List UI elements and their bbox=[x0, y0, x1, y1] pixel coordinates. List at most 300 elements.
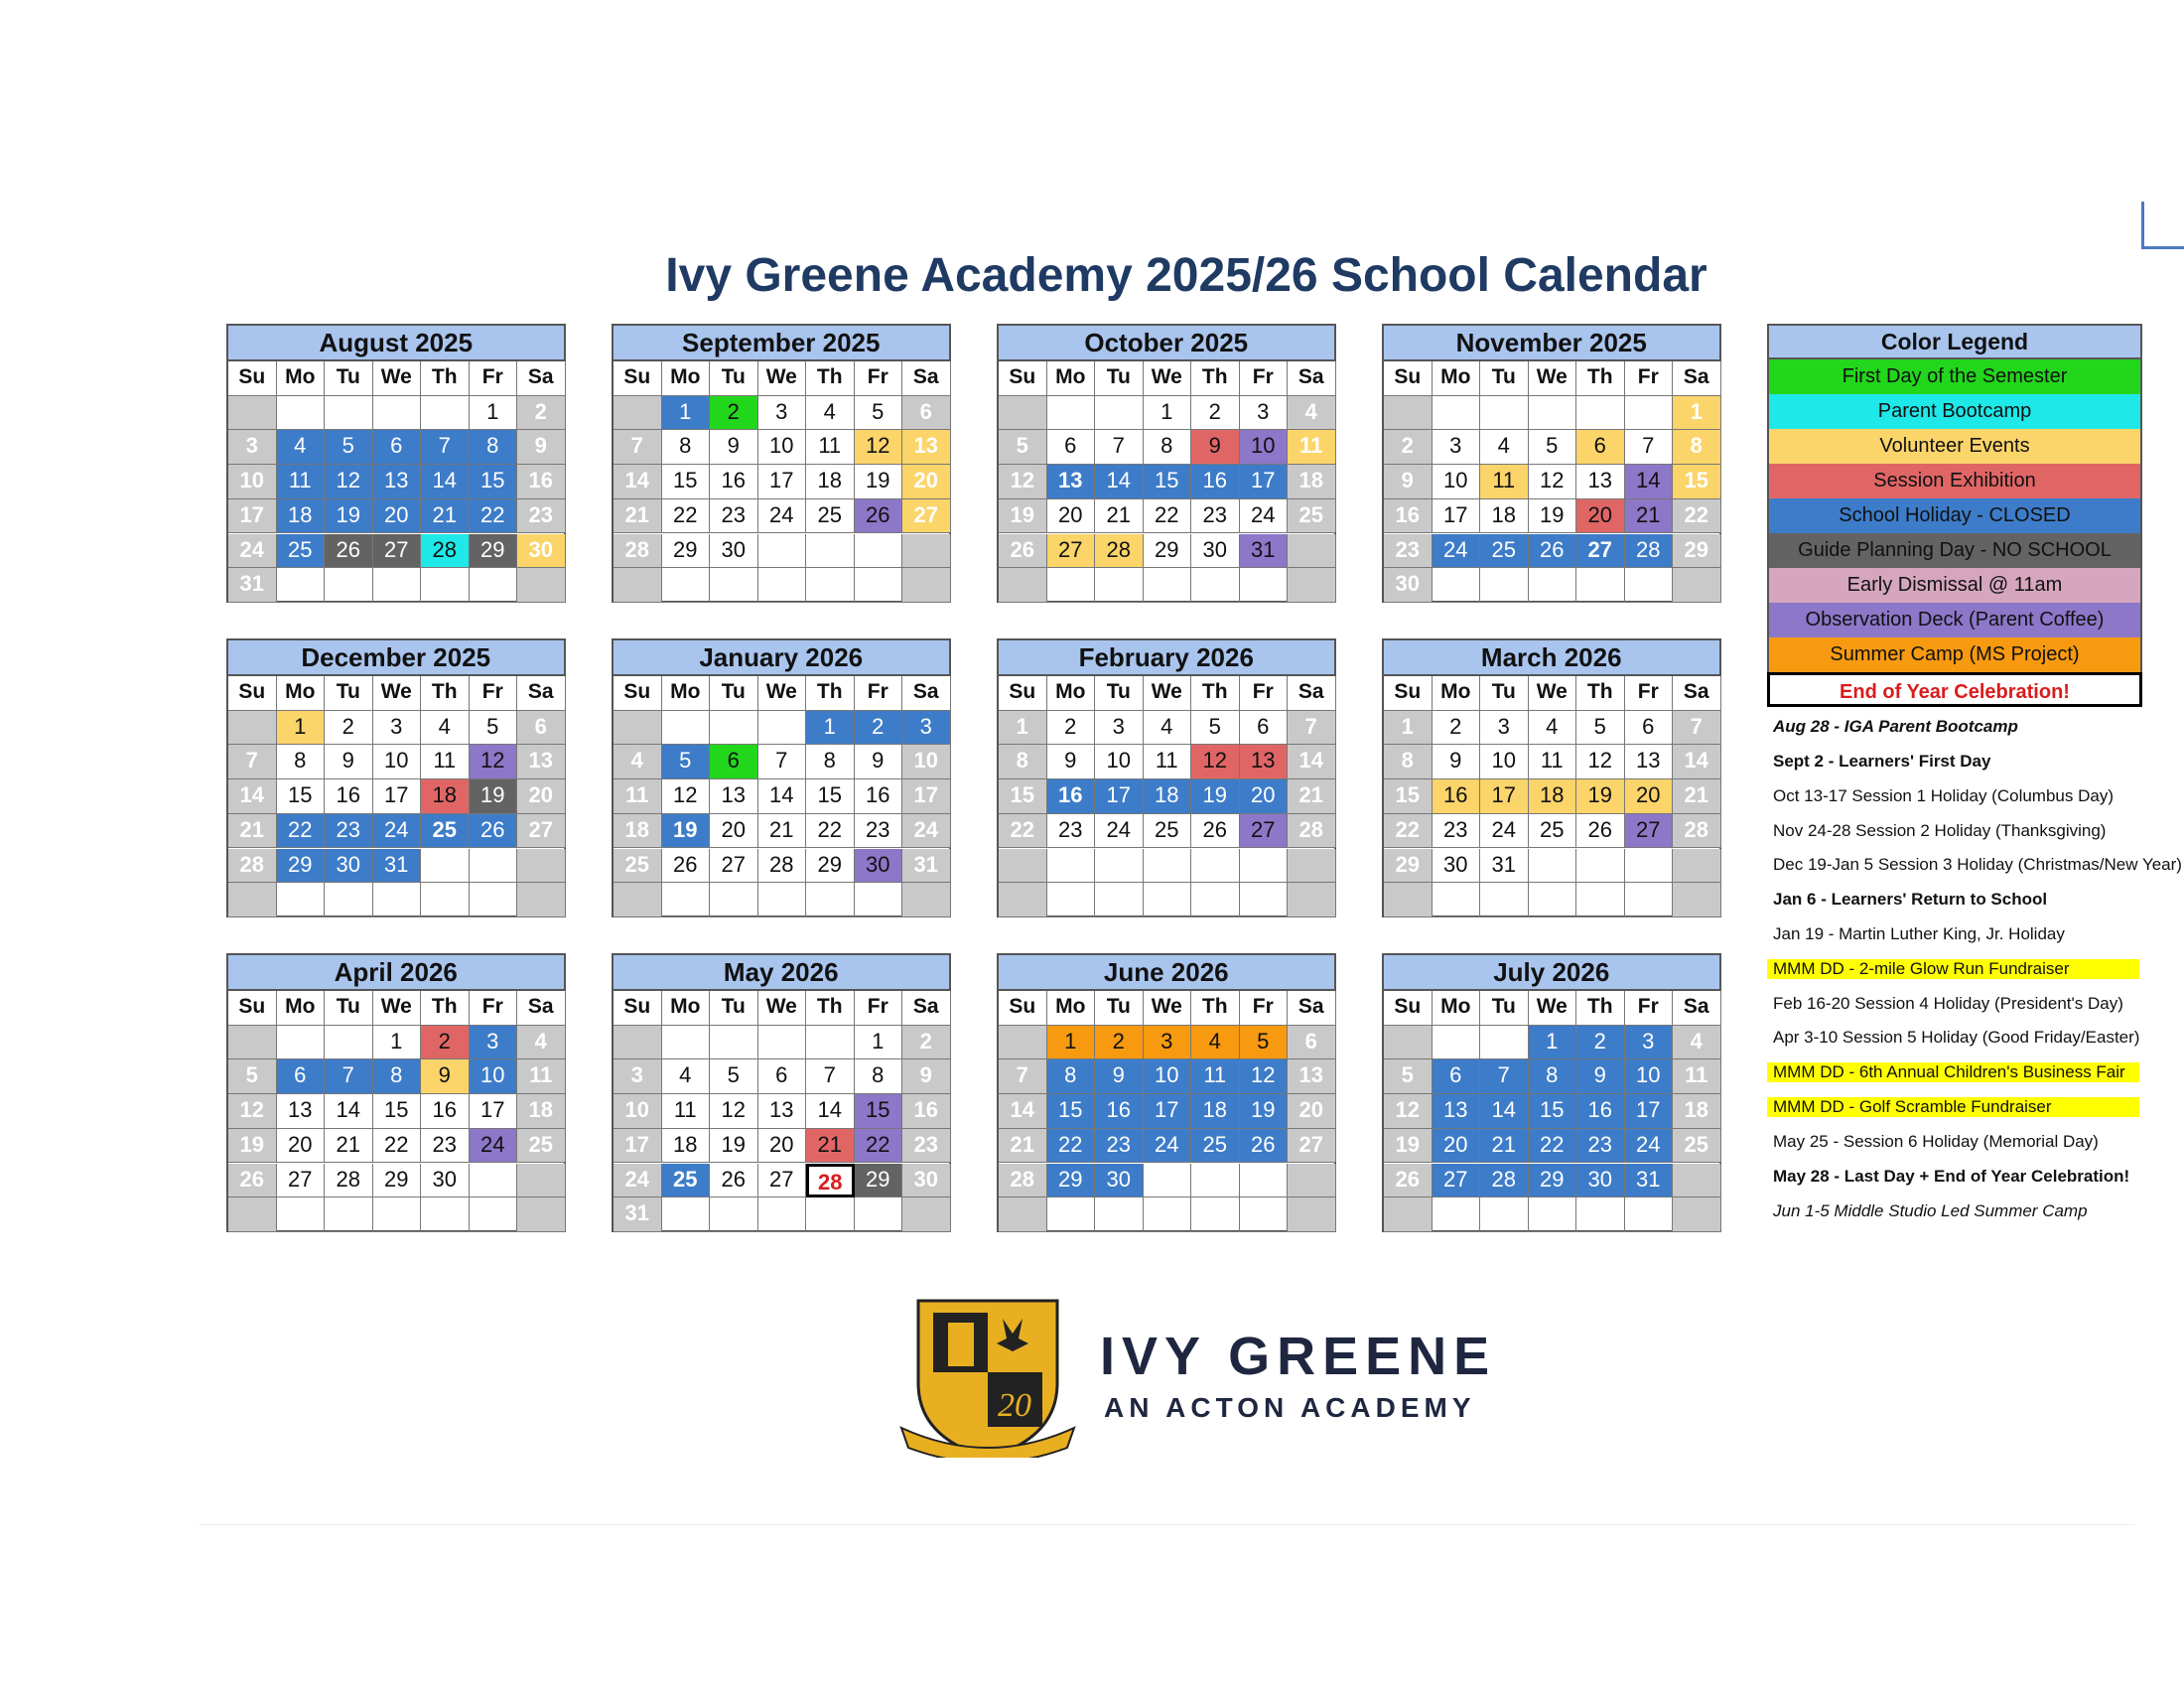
weekday-header: Fr bbox=[1625, 361, 1674, 396]
empty-cell bbox=[1144, 1197, 1192, 1232]
day-cell: 9 bbox=[902, 1059, 951, 1094]
month-calendar bbox=[997, 953, 1336, 1232]
day-cell: 7 bbox=[1625, 430, 1674, 465]
day-cell: 23 bbox=[1384, 534, 1433, 569]
weekday-header: Fr bbox=[1240, 361, 1289, 396]
day-cell: 1 bbox=[855, 1026, 903, 1060]
day-cell: 14 bbox=[806, 1094, 855, 1129]
empty-cell bbox=[517, 568, 566, 603]
empty-cell bbox=[517, 849, 566, 884]
day-cell: 8 bbox=[1529, 1059, 1577, 1094]
day-cell: 28 bbox=[1480, 1164, 1529, 1198]
day-cell: 15 bbox=[662, 465, 711, 499]
day-cell: 22 bbox=[855, 1129, 903, 1164]
empty-cell bbox=[1384, 396, 1433, 431]
day-cell: 9 bbox=[1191, 430, 1240, 465]
empty-cell bbox=[1625, 849, 1674, 884]
day-cell: 13 bbox=[902, 430, 951, 465]
day-cell: 21 bbox=[1673, 779, 1721, 814]
day-cell: 12 bbox=[325, 465, 373, 499]
day-cell: 21 bbox=[999, 1129, 1047, 1164]
weekday-header: Su bbox=[999, 991, 1047, 1026]
day-cell: 5 bbox=[710, 1059, 758, 1094]
day-cell: 7 bbox=[614, 430, 662, 465]
weekday-header: Mo bbox=[662, 991, 711, 1026]
weekday-header: Th bbox=[806, 991, 855, 1026]
day-cell: 27 bbox=[758, 1164, 807, 1198]
svg-text:20: 20 bbox=[998, 1387, 1031, 1424]
weekday-header: Sa bbox=[517, 361, 566, 396]
empty-cell bbox=[999, 1197, 1047, 1232]
day-cell: 20 bbox=[373, 499, 422, 534]
day-cell: 23 bbox=[1433, 814, 1481, 849]
day-cell: 28 bbox=[421, 534, 470, 569]
empty-cell bbox=[902, 1197, 951, 1232]
day-cell: 5 bbox=[470, 711, 518, 746]
day-cell: 2 bbox=[1433, 711, 1481, 746]
day-cell: 9 bbox=[1384, 465, 1433, 499]
day-cell: 18 bbox=[1673, 1094, 1721, 1129]
page-title: Ivy Greene Academy 2025/26 School Calendar bbox=[665, 249, 1707, 302]
day-cell: 16 bbox=[421, 1094, 470, 1129]
weekday-header: Th bbox=[806, 676, 855, 711]
day-cell: 4 bbox=[806, 396, 855, 431]
day-cell: 3 bbox=[902, 711, 951, 746]
empty-cell bbox=[421, 1197, 470, 1232]
day-cell: 27 bbox=[1576, 534, 1625, 569]
day-cell: 1 bbox=[806, 711, 855, 746]
empty-cell bbox=[517, 1164, 566, 1198]
day-cell: 17 bbox=[373, 779, 422, 814]
empty-cell bbox=[1191, 1164, 1240, 1198]
day-cell: 15 bbox=[470, 465, 518, 499]
weekday-header: We bbox=[1529, 361, 1577, 396]
day-cell: 21 bbox=[1480, 1129, 1529, 1164]
day-cell: 20 bbox=[1288, 1094, 1336, 1129]
empty-cell bbox=[517, 883, 566, 917]
empty-cell bbox=[1191, 883, 1240, 917]
day-cell: 16 bbox=[1047, 779, 1096, 814]
day-cell: 9 bbox=[1433, 745, 1481, 779]
day-cell: 26 bbox=[1191, 814, 1240, 849]
day-cell: 24 bbox=[1144, 1129, 1192, 1164]
weekday-header: Sa bbox=[1288, 361, 1336, 396]
day-cell: 17 bbox=[1625, 1094, 1674, 1129]
day-cell: 24 bbox=[902, 814, 951, 849]
day-cell: 13 bbox=[277, 1094, 326, 1129]
weekday-header: Sa bbox=[1288, 676, 1336, 711]
day-cell: 1 bbox=[662, 396, 711, 431]
day-cell: 28 bbox=[999, 1164, 1047, 1198]
event-item: Apr 3-10 Session 5 Holiday (Good Friday/Easter) bbox=[1773, 1028, 2140, 1047]
day-cell: 5 bbox=[999, 430, 1047, 465]
weekday-header: Sa bbox=[1673, 676, 1721, 711]
day-cell: 11 bbox=[517, 1059, 566, 1094]
day-cell: 22 bbox=[373, 1129, 422, 1164]
month-calendar bbox=[612, 324, 951, 603]
day-cell: 9 bbox=[710, 430, 758, 465]
weekday-header: Mo bbox=[1433, 991, 1481, 1026]
empty-cell bbox=[1095, 849, 1144, 884]
empty-cell bbox=[710, 711, 758, 746]
weekday-header: Tu bbox=[325, 676, 373, 711]
empty-cell bbox=[1433, 568, 1481, 603]
day-cell: 25 bbox=[614, 849, 662, 884]
empty-cell bbox=[806, 1197, 855, 1232]
day-cell: 18 bbox=[517, 1094, 566, 1129]
day-cell: 16 bbox=[517, 465, 566, 499]
empty-cell bbox=[614, 883, 662, 917]
day-cell: 14 bbox=[1673, 745, 1721, 779]
day-cell: 3 bbox=[228, 430, 277, 465]
empty-cell bbox=[373, 568, 422, 603]
weekday-header: Mo bbox=[662, 676, 711, 711]
day-cell: 5 bbox=[228, 1059, 277, 1094]
empty-cell bbox=[228, 883, 277, 917]
month-calendar bbox=[612, 953, 951, 1232]
month-calendar bbox=[612, 638, 951, 917]
day-cell: 10 bbox=[373, 745, 422, 779]
day-cell: 14 bbox=[1480, 1094, 1529, 1129]
weekday-header: Fr bbox=[470, 361, 518, 396]
day-cell: 16 bbox=[1433, 779, 1481, 814]
weekday-header: Fr bbox=[1240, 991, 1289, 1026]
empty-cell bbox=[228, 1026, 277, 1060]
day-cell: 12 bbox=[470, 745, 518, 779]
day-cell: 25 bbox=[1480, 534, 1529, 569]
day-cell: 3 bbox=[373, 711, 422, 746]
weekday-header: Mo bbox=[1433, 676, 1481, 711]
weekday-header: Tu bbox=[710, 676, 758, 711]
day-cell: 8 bbox=[1047, 1059, 1096, 1094]
empty-cell bbox=[999, 568, 1047, 603]
empty-cell bbox=[662, 883, 711, 917]
empty-cell bbox=[1576, 568, 1625, 603]
empty-cell bbox=[855, 883, 903, 917]
day-cell: 8 bbox=[855, 1059, 903, 1094]
day-cell: 20 bbox=[1625, 779, 1674, 814]
weekday-header: Sa bbox=[902, 991, 951, 1026]
day-cell: 19 bbox=[325, 499, 373, 534]
empty-cell bbox=[1240, 1164, 1289, 1198]
day-cell: 11 bbox=[1480, 465, 1529, 499]
day-cell: 22 bbox=[1144, 499, 1192, 534]
day-cell: 1 bbox=[1144, 396, 1192, 431]
day-cell: 18 bbox=[662, 1129, 711, 1164]
day-cell: 25 bbox=[421, 814, 470, 849]
weekday-header: Mo bbox=[1047, 991, 1096, 1026]
weekday-header: Fr bbox=[470, 676, 518, 711]
empty-cell bbox=[1288, 1197, 1336, 1232]
day-cell: 18 bbox=[1191, 1094, 1240, 1129]
day-cell: 6 bbox=[758, 1059, 807, 1094]
day-cell: 11 bbox=[421, 745, 470, 779]
day-cell: 26 bbox=[999, 534, 1047, 569]
day-cell: 27 bbox=[1433, 1164, 1481, 1198]
day-cell: 31 bbox=[1480, 849, 1529, 884]
weekday-header: Su bbox=[228, 361, 277, 396]
day-cell: 4 bbox=[421, 711, 470, 746]
day-cell: 29 bbox=[1529, 1164, 1577, 1198]
weekday-header: Sa bbox=[1673, 991, 1721, 1026]
day-cell: 26 bbox=[855, 499, 903, 534]
empty-cell bbox=[710, 1197, 758, 1232]
empty-cell bbox=[758, 1026, 807, 1060]
day-cell: 11 bbox=[1144, 745, 1192, 779]
weekday-header: We bbox=[373, 991, 422, 1026]
day-cell: 19 bbox=[1384, 1129, 1433, 1164]
day-cell: 30 bbox=[1095, 1164, 1144, 1198]
day-cell: 4 bbox=[662, 1059, 711, 1094]
day-cell: 2 bbox=[1576, 1026, 1625, 1060]
day-cell: 5 bbox=[1240, 1026, 1289, 1060]
day-cell: 14 bbox=[614, 465, 662, 499]
weekday-header: Sa bbox=[902, 361, 951, 396]
day-cell: 8 bbox=[1384, 745, 1433, 779]
day-cell: 31 bbox=[228, 568, 277, 603]
day-cell: 20 bbox=[277, 1129, 326, 1164]
day-cell: 7 bbox=[325, 1059, 373, 1094]
day-cell: 19 bbox=[710, 1129, 758, 1164]
day-cell: 5 bbox=[1576, 711, 1625, 746]
month-calendar bbox=[1382, 324, 1721, 603]
empty-cell bbox=[902, 883, 951, 917]
weekday-header: Tu bbox=[325, 991, 373, 1026]
day-cell: 29 bbox=[470, 534, 518, 569]
empty-cell bbox=[758, 711, 807, 746]
event-item: Oct 13-17 Session 1 Holiday (Columbus Day) bbox=[1773, 786, 2114, 805]
weekday-header: Fr bbox=[1625, 676, 1674, 711]
day-cell: 28 bbox=[1673, 814, 1721, 849]
empty-cell bbox=[1047, 1197, 1096, 1232]
empty-cell bbox=[1384, 883, 1433, 917]
day-cell: 12 bbox=[999, 465, 1047, 499]
day-cell: 29 bbox=[1144, 534, 1192, 569]
empty-cell bbox=[470, 883, 518, 917]
empty-cell bbox=[1095, 883, 1144, 917]
day-cell: 18 bbox=[614, 814, 662, 849]
day-cell: 14 bbox=[325, 1094, 373, 1129]
day-cell: 26 bbox=[1240, 1129, 1289, 1164]
empty-cell bbox=[277, 883, 326, 917]
day-cell: 17 bbox=[1240, 465, 1289, 499]
day-cell: 12 bbox=[710, 1094, 758, 1129]
day-cell: 9 bbox=[325, 745, 373, 779]
day-cell: 29 bbox=[855, 1164, 903, 1198]
day-cell: 3 bbox=[1240, 396, 1289, 431]
empty-cell bbox=[1576, 1197, 1625, 1232]
day-cell: 2 bbox=[902, 1026, 951, 1060]
day-cell: 7 bbox=[758, 745, 807, 779]
weekday-header: Sa bbox=[517, 676, 566, 711]
day-cell: 27 bbox=[1625, 814, 1674, 849]
day-cell: 30 bbox=[1191, 534, 1240, 569]
legend-item: Parent Bootcamp bbox=[1767, 394, 2142, 429]
empty-cell bbox=[999, 1026, 1047, 1060]
day-cell: 29 bbox=[373, 1164, 422, 1198]
day-cell: 23 bbox=[855, 814, 903, 849]
weekday-header: Th bbox=[1576, 676, 1625, 711]
day-cell: 10 bbox=[758, 430, 807, 465]
day-cell: 27 bbox=[1240, 814, 1289, 849]
empty-cell bbox=[710, 883, 758, 917]
day-cell: 22 bbox=[277, 814, 326, 849]
empty-cell bbox=[1144, 568, 1192, 603]
legend-item: Observation Deck (Parent Coffee) bbox=[1767, 603, 2142, 637]
day-cell: 21 bbox=[614, 499, 662, 534]
empty-cell bbox=[277, 1026, 326, 1060]
weekday-header: We bbox=[758, 676, 807, 711]
day-cell: 1 bbox=[1529, 1026, 1577, 1060]
day-cell: 25 bbox=[1191, 1129, 1240, 1164]
day-cell: 4 bbox=[1480, 430, 1529, 465]
empty-cell bbox=[421, 849, 470, 884]
day-cell: 6 bbox=[1288, 1026, 1336, 1060]
weekday-header: Su bbox=[614, 991, 662, 1026]
empty-cell bbox=[1625, 396, 1674, 431]
empty-cell bbox=[421, 568, 470, 603]
event-item: Jun 1-5 Middle Studio Led Summer Camp bbox=[1773, 1201, 2088, 1220]
weekday-header: We bbox=[1529, 676, 1577, 711]
day-cell: 24 bbox=[1433, 534, 1481, 569]
weekday-header: Mo bbox=[277, 361, 326, 396]
day-cell: 20 bbox=[1047, 499, 1096, 534]
empty-cell bbox=[1240, 568, 1289, 603]
day-cell: 29 bbox=[1673, 534, 1721, 569]
day-cell: 27 bbox=[517, 814, 566, 849]
weekday-header: Mo bbox=[1047, 676, 1096, 711]
weekday-header: Fr bbox=[855, 361, 903, 396]
day-cell: 15 bbox=[1144, 465, 1192, 499]
day-cell: 20 bbox=[758, 1129, 807, 1164]
weekday-header: Sa bbox=[1288, 991, 1336, 1026]
day-cell: 28 bbox=[228, 849, 277, 884]
weekday-header: Tu bbox=[1480, 991, 1529, 1026]
empty-cell bbox=[470, 849, 518, 884]
empty-cell bbox=[999, 396, 1047, 431]
day-cell: 1 bbox=[1384, 711, 1433, 746]
event-item: Nov 24-28 Session 2 Holiday (Thanksgiving) bbox=[1773, 821, 2107, 840]
empty-cell bbox=[1144, 883, 1192, 917]
day-cell: 10 bbox=[1144, 1059, 1192, 1094]
day-cell: 3 bbox=[1095, 711, 1144, 746]
month-calendar bbox=[226, 638, 566, 917]
day-cell: 8 bbox=[806, 745, 855, 779]
day-cell: 16 bbox=[1576, 1094, 1625, 1129]
day-cell: 23 bbox=[517, 499, 566, 534]
day-cell: 31 bbox=[614, 1197, 662, 1232]
empty-cell bbox=[277, 568, 326, 603]
day-cell: 23 bbox=[1191, 499, 1240, 534]
day-cell: 9 bbox=[1095, 1059, 1144, 1094]
day-cell: 12 bbox=[228, 1094, 277, 1129]
month-title: September 2025 bbox=[614, 326, 949, 361]
weekday-header: We bbox=[1144, 361, 1192, 396]
empty-cell bbox=[1673, 883, 1721, 917]
month-calendar bbox=[997, 638, 1336, 917]
day-cell: 12 bbox=[1240, 1059, 1289, 1094]
legend-item: First Day of the Semester bbox=[1767, 359, 2142, 394]
day-cell: 13 bbox=[710, 779, 758, 814]
weekday-header: Mo bbox=[1433, 361, 1481, 396]
day-cell: 4 bbox=[517, 1026, 566, 1060]
day-cell: 11 bbox=[1191, 1059, 1240, 1094]
empty-cell bbox=[758, 568, 807, 603]
legend-item: Session Exhibition bbox=[1767, 464, 2142, 498]
weekday-header: We bbox=[1144, 991, 1192, 1026]
day-cell: 27 bbox=[902, 499, 951, 534]
weekday-header: Fr bbox=[1240, 676, 1289, 711]
day-cell: 6 bbox=[373, 430, 422, 465]
day-cell: 9 bbox=[855, 745, 903, 779]
day-cell: 17 bbox=[228, 499, 277, 534]
day-cell: 29 bbox=[1047, 1164, 1096, 1198]
empty-cell bbox=[1288, 534, 1336, 569]
empty-cell bbox=[999, 883, 1047, 917]
empty-cell bbox=[1047, 568, 1096, 603]
day-cell: 3 bbox=[758, 396, 807, 431]
day-cell: 10 bbox=[902, 745, 951, 779]
empty-cell bbox=[1384, 1197, 1433, 1232]
weekday-header: Su bbox=[614, 676, 662, 711]
day-cell: 2 bbox=[1191, 396, 1240, 431]
event-item: Sept 2 - Learners' First Day bbox=[1773, 752, 1991, 771]
day-cell: 24 bbox=[1625, 1129, 1674, 1164]
day-cell: 26 bbox=[1576, 814, 1625, 849]
empty-cell bbox=[1673, 1197, 1721, 1232]
day-cell: 29 bbox=[806, 849, 855, 884]
empty-cell bbox=[421, 883, 470, 917]
empty-cell bbox=[1095, 1197, 1144, 1232]
day-cell: 13 bbox=[1625, 745, 1674, 779]
day-cell: 11 bbox=[1288, 430, 1336, 465]
month-title: March 2026 bbox=[1384, 640, 1719, 676]
month-title: June 2026 bbox=[999, 955, 1334, 991]
day-cell: 3 bbox=[1433, 430, 1481, 465]
day-cell: 17 bbox=[902, 779, 951, 814]
weekday-header: Fr bbox=[470, 991, 518, 1026]
day-cell: 22 bbox=[1047, 1129, 1096, 1164]
day-cell: 3 bbox=[1625, 1026, 1674, 1060]
weekday-header: Tu bbox=[325, 361, 373, 396]
day-cell: 5 bbox=[1384, 1059, 1433, 1094]
day-cell: 7 bbox=[1288, 711, 1336, 746]
day-cell: 10 bbox=[1095, 745, 1144, 779]
empty-cell bbox=[1673, 849, 1721, 884]
weekday-header: Su bbox=[1384, 991, 1433, 1026]
day-cell: 28 bbox=[1625, 534, 1674, 569]
day-cell: 23 bbox=[325, 814, 373, 849]
day-cell: 26 bbox=[710, 1164, 758, 1198]
legend-item: Summer Camp (MS Project) bbox=[1767, 637, 2142, 672]
day-cell: 5 bbox=[1191, 711, 1240, 746]
day-cell: 30 bbox=[325, 849, 373, 884]
day-cell: 17 bbox=[1480, 779, 1529, 814]
weekday-header: Sa bbox=[902, 676, 951, 711]
empty-cell bbox=[1240, 883, 1289, 917]
day-cell: 6 bbox=[1433, 1059, 1481, 1094]
day-cell: 3 bbox=[1144, 1026, 1192, 1060]
day-cell: 6 bbox=[902, 396, 951, 431]
day-cell: 17 bbox=[758, 465, 807, 499]
empty-cell bbox=[373, 396, 422, 431]
empty-cell bbox=[614, 396, 662, 431]
day-cell: 1 bbox=[277, 711, 326, 746]
month-title: November 2025 bbox=[1384, 326, 1719, 361]
day-cell: 18 bbox=[421, 779, 470, 814]
empty-cell bbox=[662, 1026, 711, 1060]
event-item: May 28 - Last Day + End of Year Celebration! bbox=[1773, 1167, 2130, 1186]
